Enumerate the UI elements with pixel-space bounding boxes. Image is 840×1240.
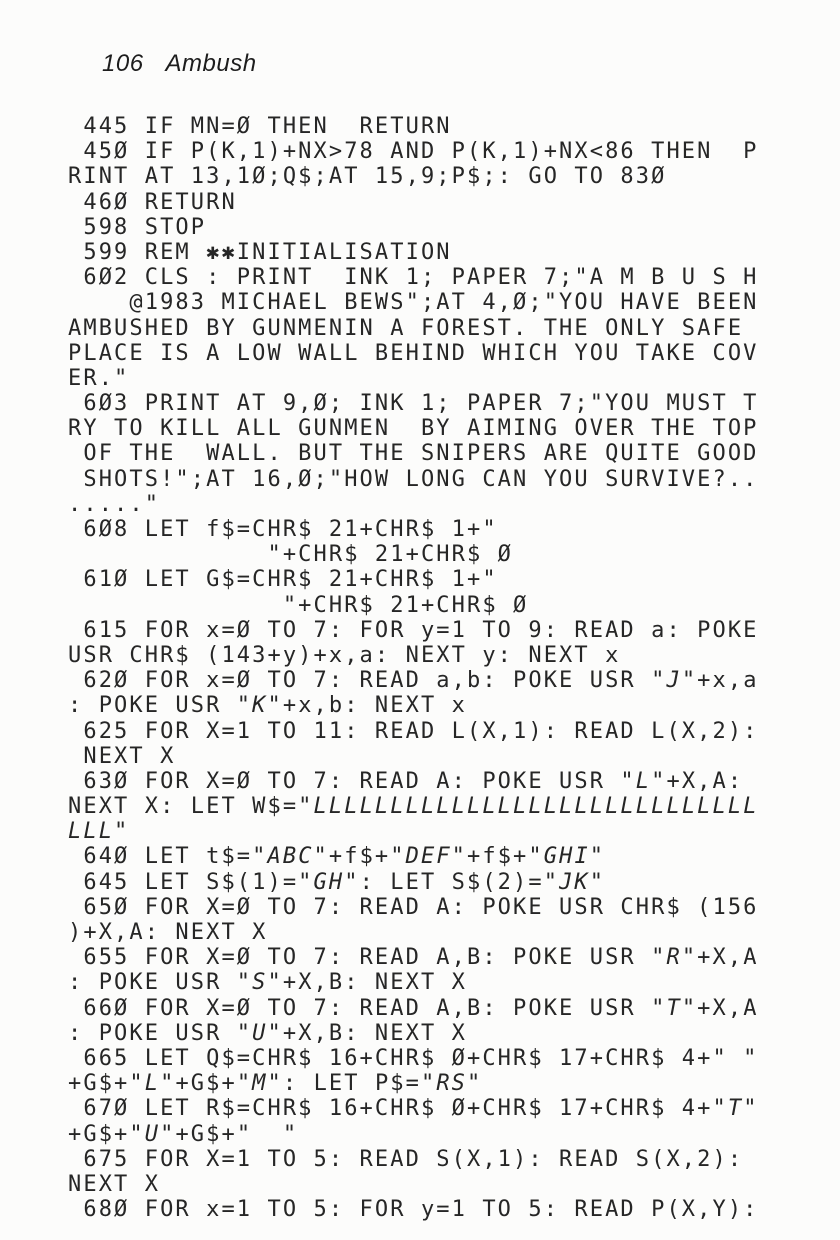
code-line: [68, 542, 759, 567]
udg-graphics-char: ABC: [267, 844, 314, 870]
udg-graphics-char: U: [252, 1020, 268, 1046]
code-line: [68, 794, 759, 819]
code-text: 67Ø LET R$=CHR$ 16+CHR$ Ø+CHR$ 17+CHR$ 4+": [68, 1096, 728, 1122]
udg-graphics-char: M: [252, 1071, 268, 1097]
code-text: @1983 MICHAEL BEWS";AT 4,Ø;"YOU HAVE BEEN: [68, 290, 759, 316]
code-line: [68, 844, 759, 869]
code-line: [68, 668, 759, 693]
code-line: [68, 467, 759, 492]
code-line: [68, 1147, 759, 1172]
code-text: 6Ø2 CLS : PRINT INK 1; PAPER 7;"A M B U S H: [68, 265, 759, 291]
code-text: OF THE WALL. BUT THE SNIPERS ARE QUITE GOOD: [68, 441, 759, 467]
code-text: ": [467, 1071, 483, 1097]
udg-graphics-char: GH: [313, 869, 345, 895]
code-line: [68, 164, 759, 189]
code-line: [68, 1172, 759, 1197]
code-line: [68, 1096, 759, 1121]
code-line: [68, 870, 759, 895]
udg-graphics-char: LLLLLLLLLLLLLLLLLLLLLLLLLLLLL: [313, 794, 759, 820]
code-line: [68, 744, 759, 769]
udg-graphics-char: DEF: [405, 844, 452, 870]
code-text: ": LET S$(2)=": [344, 869, 560, 895]
page-title: Ambush: [165, 50, 257, 77]
code-text: ": [743, 1096, 759, 1122]
code-text: 6Ø8 LET f$=CHR$ 21+CHR$ 1+": [68, 517, 498, 542]
code-text: 445 IF MN=Ø THEN RETURN: [68, 114, 452, 139]
code-text: 625 FOR X=1 TO 11: READ L(X,1): READ L(X,2):: [68, 718, 759, 744]
code-text: 62Ø FOR x=Ø TO 7: READ a,b: POKE USR ": [68, 668, 667, 694]
code-text: .....": [68, 491, 161, 517]
code-text: "+CHR$ 21+CHR$ Ø: [68, 542, 514, 568]
code-line: [68, 769, 759, 794]
code-line: [68, 945, 759, 970]
code-text: ": LET P$=": [267, 1071, 437, 1097]
code-line: [68, 895, 759, 920]
code-text: "+X,A:: [651, 768, 744, 794]
udg-graphics-char: K: [252, 693, 268, 719]
code-line: [68, 618, 759, 643]
code-text: 66Ø FOR X=Ø TO 7: READ A,B: POKE USR ": [68, 995, 667, 1021]
code-line: [68, 265, 759, 290]
code-line: [68, 920, 759, 945]
udg-graphics-char: L: [144, 1071, 161, 1097]
code-line: [68, 290, 759, 315]
udg-graphics-char: GHI: [543, 844, 590, 870]
code-text: "+X,A: [681, 945, 759, 971]
code-line: [68, 1122, 759, 1147]
code-line: [68, 996, 759, 1021]
code-text: : POKE USR ": [68, 970, 253, 996]
code-line: [68, 593, 759, 618]
code-text: "+G$+": [160, 1071, 253, 1097]
code-text: 615 FOR x=Ø TO 7: FOR y=1 TO 9: READ a: POKE: [68, 617, 759, 643]
code-text: 665 LET Q$=CHR$ 16+CHR$ Ø+CHR$ 17+CHR$ 4+" ": [68, 1045, 759, 1071]
code-text: 46Ø RETURN: [68, 189, 237, 215]
code-line: [68, 139, 759, 164]
code-line: [68, 441, 759, 466]
code-line: [68, 819, 759, 844]
code-text: +G$+": [68, 1071, 145, 1097]
code-line: [68, 366, 759, 391]
udg-graphics-char: JK: [559, 869, 590, 895]
code-line: [68, 316, 759, 341]
code-line: [68, 190, 759, 215]
code-line: [68, 643, 759, 668]
code-text: ": [589, 869, 606, 895]
code-text: 63Ø FOR X=Ø TO 7: READ A: POKE USR ": [68, 768, 636, 794]
udg-graphics-char: T: [666, 995, 682, 1021]
code-text: 655 FOR X=Ø TO 7: READ A,B: POKE USR ": [68, 945, 667, 971]
udg-graphics-char: T: [727, 1096, 744, 1122]
code-line: [68, 215, 759, 240]
udg-graphics-char: RS: [436, 1071, 468, 1097]
code-text: PLACE IS A LOW WALL BEHIND WHICH YOU TAKE COV: [68, 340, 759, 366]
udg-graphics-char: LLL: [68, 819, 115, 845]
code-text: 65Ø FOR X=Ø TO 7: READ A: POKE USR CHR$ (156: [68, 894, 759, 920]
code-line: [68, 719, 759, 744]
code-line: [68, 517, 759, 542]
page-header: [102, 50, 257, 78]
code-text: ER.": [68, 365, 130, 391]
code-text: 598 STOP: [68, 214, 207, 240]
code-text: "+f$+": [313, 844, 406, 870]
udg-graphics-char: L: [635, 768, 652, 794]
code-text: "+X,A: [681, 995, 759, 1021]
code-text: "+x,a: [681, 668, 759, 694]
code-text: USR CHR$ (143+y)+x,a: NEXT y: NEXT x: [68, 642, 621, 668]
udg-graphics-char: R: [666, 945, 682, 971]
code-text: 6Ø3 PRINT AT 9,Ø; INK 1; PAPER 7;"YOU MUST T: [68, 391, 759, 417]
udg-graphics-char: J: [666, 668, 682, 694]
code-text: +G$+": [68, 1121, 145, 1147]
code-text: 68Ø FOR x=1 TO 5: FOR y=1 TO 5: READ P(X,Y):: [68, 1197, 759, 1223]
code-listing: [68, 114, 759, 1222]
code-text: RINT AT 13,1Ø;Q$;AT 15,9;P$;: GO TO 83Ø: [68, 164, 667, 190]
code-text: "+G$+" ": [160, 1121, 299, 1147]
code-text: 675 FOR X=1 TO 5: READ S(X,1): READ S(X,2):: [68, 1146, 744, 1172]
code-line: [68, 1197, 759, 1222]
code-line: [68, 391, 759, 416]
code-text: : POKE USR ": [68, 1020, 253, 1046]
code-text: NEXT X: [68, 1171, 161, 1197]
code-line: [68, 240, 759, 265]
code-text: "+CHR$ 21+CHR$ Ø: [68, 592, 529, 618]
code-text: SHOTS!";AT 16,Ø;"HOW LONG CAN YOU SURVIVE?..: [68, 466, 759, 492]
code-text: RY TO KILL ALL GUNMEN BY AIMING OVER THE TOP: [68, 416, 759, 442]
code-text: 45Ø IF P(K,1)+NX>78 AND P(K,1)+NX<86 THEN P: [68, 139, 759, 165]
code-text: NEXT X: [68, 743, 176, 769]
code-text: "+X,B: NEXT X: [267, 970, 468, 996]
code-line: [68, 114, 759, 139]
code-line: [68, 1071, 759, 1096]
code-line: [68, 416, 759, 441]
code-text: AMBUSHED BY GUNMENIN A FOREST. THE ONLY SAFE: [68, 315, 744, 341]
code-text: ": [589, 844, 606, 870]
code-line: [68, 1021, 759, 1046]
code-text: 64Ø LET t$=": [68, 844, 268, 870]
code-line: [68, 970, 759, 995]
code-text: )+X,A: NEXT X: [68, 920, 268, 945]
page-number: 106: [102, 50, 144, 77]
code-text: : POKE USR ": [68, 693, 253, 719]
code-text: ": [114, 819, 130, 845]
udg-graphics-char: S: [252, 970, 268, 996]
udg-graphics-char: U: [144, 1121, 161, 1147]
code-line: [68, 693, 759, 718]
code-text: "+f$+": [451, 844, 544, 870]
code-text: "+X,B: NEXT X: [267, 1020, 468, 1046]
code-line: [68, 341, 759, 366]
code-text: 645 LET S$(1)=": [68, 869, 314, 895]
code-line: [68, 492, 759, 517]
code-text: 599 REM ✱✱INITIALISATION: [68, 239, 452, 265]
code-text: "+x,b: NEXT x: [267, 693, 468, 719]
code-text: NEXT X: LET W$=": [68, 794, 314, 820]
code-text: 61Ø LET G$=CHR$ 21+CHR$ 1+": [68, 567, 498, 593]
code-line: [68, 1046, 759, 1071]
code-line: [68, 567, 759, 592]
